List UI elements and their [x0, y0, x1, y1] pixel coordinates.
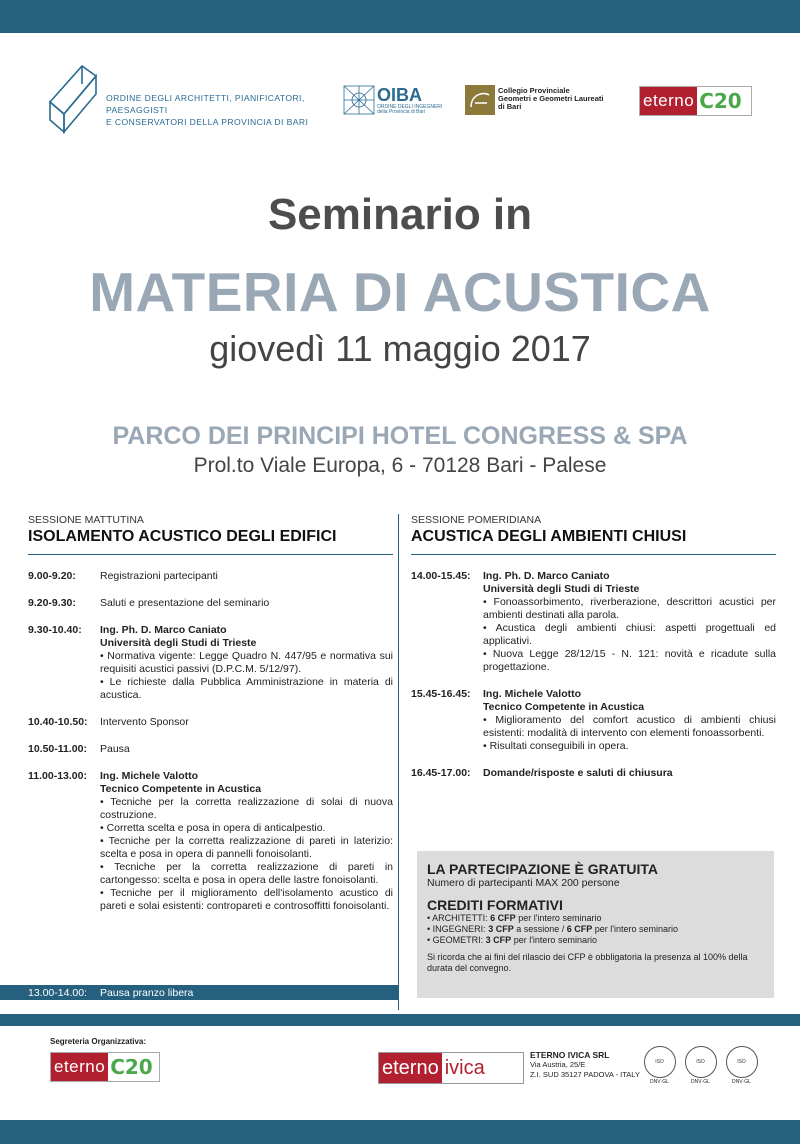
lunch-bar — [0, 985, 398, 1000]
agenda-time: 10.40-10.50: — [28, 716, 88, 728]
speaker-affiliation: Tecnico Competente in Acustica — [100, 783, 262, 795]
morning-title: ISOLAMENTO ACUSTICO DEGLI EDIFICI — [28, 528, 337, 545]
column-divider — [398, 514, 399, 1010]
cert-label: DNV·GL — [691, 1079, 710, 1085]
credit-line-ingegneri — [427, 924, 764, 935]
agenda-item — [28, 743, 393, 756]
middle-band — [0, 1014, 800, 1026]
ivica-address — [530, 1050, 640, 1080]
eterno-c20-logo — [639, 86, 752, 116]
agenda-bullet: • Tecniche per la corretta realizzazione di solai di nuova costruzione. — [100, 796, 393, 821]
credit-role: • INGEGNERI: — [427, 924, 486, 934]
cert-label: DNV·GL — [650, 1079, 669, 1085]
agenda-title: Registrazioni partecipanti — [100, 570, 218, 582]
morning-session — [28, 514, 393, 913]
credit-scope: per l'intero seminario — [518, 913, 602, 923]
agenda-item — [28, 597, 393, 610]
speaker-name: Ing. Ph. D. Marco Caniato — [483, 570, 610, 582]
lunch-time: 13.00-14.00: — [28, 986, 87, 999]
agenda-bullet: • Acustica degli ambienti chiusi: aspetti progettuali ed applicativi. — [483, 622, 776, 647]
agenda-time: 11.00-13.00: — [28, 770, 87, 782]
credit-value: 6 CFP — [490, 913, 516, 923]
cert-label: DNV·GL — [732, 1079, 751, 1085]
credit-role: • GEOMETRI: — [427, 935, 484, 945]
bottom-band — [0, 1120, 800, 1144]
agenda-bullet: • Tecniche per la corretta realizzazione di pareti in cartongesso: scelta e posa in opera delle lastre fonoisolanti. — [100, 861, 393, 886]
certification-badge — [642, 1046, 677, 1086]
participation-sub: Numero di partecipanti MAX 200 persone — [427, 877, 620, 889]
ivica-word1: eterno — [379, 1053, 442, 1083]
logo-row — [0, 60, 800, 135]
eterno-c20: C20 — [110, 1055, 153, 1079]
geometri-line3: di Bari — [498, 102, 522, 111]
geometri-logo — [465, 85, 615, 115]
participation-heading: LA PARTECIPAZIONE È GRATUITA — [427, 861, 658, 877]
oappc-logo — [48, 62, 348, 132]
oiba-name: OIBA — [377, 85, 422, 105]
certification-badge — [724, 1046, 759, 1086]
geometri-line1: Collegio Provinciale — [498, 86, 570, 95]
credit-scope: per l'intero seminario — [594, 924, 679, 934]
speaker-affiliation: Università degli Studi di Trieste — [100, 637, 257, 649]
event-date: giovedì 11 maggio 2017 — [209, 328, 591, 369]
agenda-title: Pausa — [100, 743, 130, 755]
title-materia: MATERIA DI ACUSTICA — [89, 261, 711, 323]
agenda-title: Domande/risposte e saluti di chiusura — [483, 767, 673, 779]
afternoon-rule — [411, 554, 776, 555]
agenda-bullet: • Normativa vigente: Legge Quadro N. 447/95 e normativa sui requisiti acustici passivi (D.P.C.M. 5/12/97). — [100, 650, 393, 675]
agenda-bullet: • Tecniche per la corretta realizzazione di pareti in laterizio: scelta e posa in opera di pannelli fonoisolanti. — [100, 835, 393, 860]
agenda-bullet: • Miglioramento del comfort acustico di ambienti chiusi esistenti: modalità di intervento con elementi fonoassorbenti. — [483, 714, 776, 739]
credit-role: • ARCHITETTI: — [427, 913, 488, 923]
morning-rule — [28, 554, 393, 555]
venue-name: PARCO DEI PRINCIPI HOTEL CONGRESS & SPA — [112, 422, 688, 450]
lunch-label: Pausa pranzo libera — [100, 986, 194, 999]
agenda-bullet: • Fonoassorbimento, riverberazione, descrittori acustici per ambienti destinati alla parola. — [483, 596, 776, 621]
eterno-ivica-logo — [378, 1052, 524, 1084]
cert-seal-icon: ISO — [685, 1046, 717, 1078]
agenda-item — [411, 688, 776, 753]
agenda-time: 9.20-9.30: — [28, 597, 76, 609]
agenda-item — [411, 570, 776, 674]
eterno-c20-footer-logo — [50, 1052, 160, 1082]
credit-scope: a sessione / — [516, 924, 565, 934]
morning-label: SESSIONE MATTUTINA — [28, 514, 144, 526]
eterno-word: eterno — [640, 87, 697, 115]
attendance-note: Si ricorda che ai fini del rilascio dei CFP è obbligatoria la presenza al 100% della durata del convegno. — [427, 952, 748, 973]
agenda-title: Intervento Sponsor — [100, 716, 189, 728]
agenda-item — [28, 770, 393, 913]
geometri-text — [498, 87, 603, 111]
credit-scope: per l'intero seminario — [513, 935, 597, 945]
oiba-subtitle: ORDINE DEGLI INGEGNERI della Provincia di Bari — [377, 104, 443, 115]
agenda-time: 14.00-15.45: — [411, 570, 471, 582]
agenda-time: 9.30-10.40: — [28, 624, 82, 636]
agenda-time: 9.00-9.20: — [28, 570, 76, 582]
afternoon-title: ACUSTICA DEGLI AMBIENTI CHIUSI — [411, 528, 687, 545]
certification-badges — [642, 1046, 760, 1088]
oappc-line1: ORDINE DEGLI ARCHITETTI, PIANIFICATORI, PAESAGGISTI — [106, 93, 305, 115]
oiba-logo — [343, 85, 443, 115]
speaker-name: Ing. Michele Valotto — [100, 770, 199, 782]
credit-line-architetti — [427, 913, 764, 924]
ivica-city: Z.I. SUD 35127 PADOVA - ITALY — [530, 1070, 640, 1079]
segreteria-label: Segreteria Organizzativa: — [50, 1037, 147, 1046]
credit-value: 6 CFP — [566, 924, 593, 934]
credit-value: 3 CFP — [485, 935, 512, 945]
oappc-line2: E CONSERVATORI DELLA PROVINCIA DI BARI — [106, 117, 309, 127]
ivica-word2: ivica — [444, 1056, 485, 1079]
title-seminario: Seminario in — [267, 190, 533, 239]
agenda-title: Saluti e presentazione del seminario — [100, 597, 270, 609]
agenda-time: 10.50-11.00: — [28, 743, 87, 755]
geometri-mark-icon — [465, 85, 495, 115]
speaker-name: Ing. Ph. D. Marco Caniato — [100, 624, 227, 636]
credits-heading: CREDITI FORMATIVI — [427, 897, 563, 913]
speaker-name: Ing. Michele Valotto — [483, 688, 582, 700]
oappc-text — [106, 92, 348, 128]
venue-address: Prol.to Viale Europa, 6 - 70128 Bari - Palese — [193, 454, 607, 477]
agenda-bullet: • Risultati conseguibili in opera. — [483, 740, 629, 752]
certification-badge — [683, 1046, 718, 1086]
ivica-street: Via Austria, 25/E — [530, 1060, 586, 1069]
oappc-cube-icon — [48, 62, 100, 134]
agenda-time: 15.45-16.45: — [411, 688, 471, 700]
speaker-affiliation: Università degli Studi di Trieste — [483, 583, 640, 595]
eterno-word: eterno — [51, 1053, 108, 1081]
agenda-item — [411, 767, 776, 780]
agenda-time: 16.45-17.00: — [411, 767, 471, 779]
agenda-item — [28, 716, 393, 729]
eterno-c20: C20 — [699, 89, 742, 113]
afternoon-session — [411, 514, 776, 780]
geometri-line2: Geometri e Geometri Laureati — [498, 94, 604, 103]
cert-seal-icon: ISO — [644, 1046, 676, 1078]
agenda-bullet: • Tecniche per il miglioramento dell'isolamento acustico di pareti e solai esistenti: contropareti e controsoffitti fonoisolanti. — [100, 887, 393, 912]
info-box — [417, 851, 774, 998]
agenda-item — [28, 624, 393, 702]
credit-value: 3 CFP — [488, 924, 514, 934]
credit-line-geometri — [427, 935, 764, 946]
cert-seal-icon: ISO — [726, 1046, 758, 1078]
agenda-bullet: • Nuova Legge 28/12/15 - N. 121: novità e ricadute sulla progettazione. — [483, 648, 776, 673]
speaker-affiliation: Tecnico Competente in Acustica — [483, 701, 645, 713]
agenda-item — [28, 570, 393, 583]
top-band — [0, 0, 800, 33]
oiba-mark-icon — [343, 85, 375, 115]
ivica-company: ETERNO IVICA SRL — [530, 1050, 610, 1060]
afternoon-label: SESSIONE POMERIDIANA — [411, 514, 542, 526]
agenda-bullet: • Corretta scelta e posa in opera di anticalpestio. — [100, 822, 326, 834]
agenda-bullet: • Le richieste dalla Pubblica Amministrazione in materia di acustica. — [100, 676, 393, 701]
